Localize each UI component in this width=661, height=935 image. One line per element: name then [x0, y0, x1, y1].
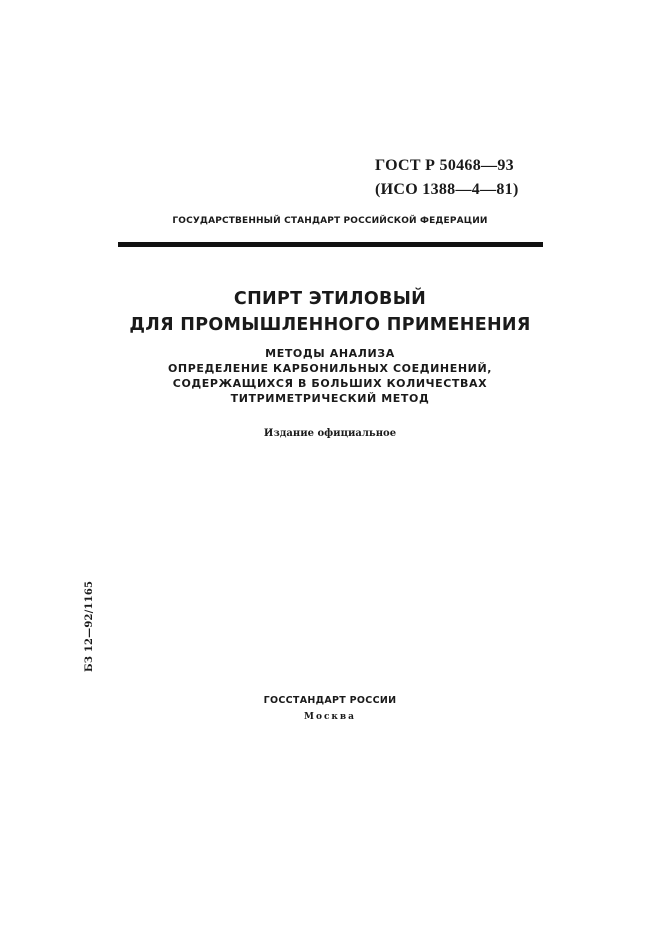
organization-heading: ГОСУДАРСТВЕННЫЙ СТАНДАРТ РОССИЙСКОЙ ФЕДЕРАЦИИ	[172, 216, 488, 226]
subtitle-line-4: ТИТРИМЕТРИЧЕСКИЙ МЕТОД	[230, 392, 430, 405]
iso-reference: (ИСО 1388—4—81)	[375, 181, 519, 198]
subtitle-line-2: ОПРЕДЕЛЕНИЕ КАРБОНИЛЬНЫХ СОЕДИНЕНИЙ,	[167, 362, 493, 375]
standard-number: ГОСТ Р 50468—93	[375, 157, 514, 174]
subtitle-line-3: СОДЕРЖАЩИХСЯ В БОЛЬШИХ КОЛИЧЕСТВАХ	[172, 377, 488, 390]
publication-city: Москва	[303, 712, 357, 722]
title-line-2: ДЛЯ ПРОМЫШЛЕННОГО ПРИМЕНЕНИЯ	[129, 315, 531, 335]
header-rule	[118, 242, 543, 247]
document-subtitle	[100, 346, 560, 406]
edition-label: Издание официальное	[263, 428, 397, 439]
standard-designation	[375, 154, 519, 202]
title-line-1: СПИРТ ЭТИЛОВЫЙ	[233, 289, 427, 309]
side-catalog-code: БЗ 12—92/1165	[84, 580, 95, 672]
subtitle-line-1: МЕТОДЫ АНАЛИЗА	[265, 347, 395, 360]
publisher: ГОССТАНДАРТ РОССИИ	[263, 695, 397, 706]
document-title	[100, 286, 560, 338]
